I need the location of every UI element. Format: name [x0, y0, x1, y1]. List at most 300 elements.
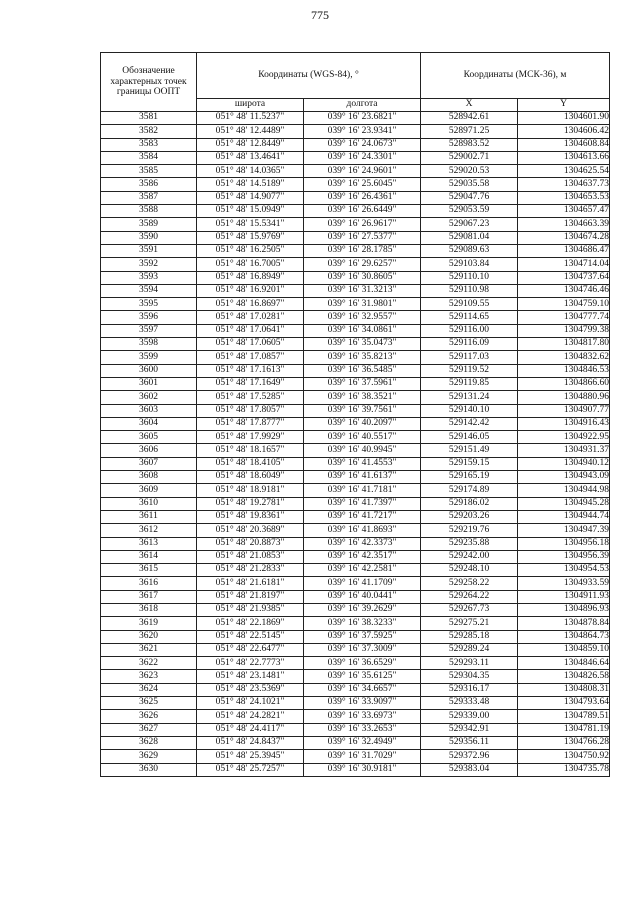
table-row	[101, 391, 610, 404]
table-row	[101, 404, 610, 417]
x-cell: 529067.23	[421, 218, 518, 231]
longitude-cell: 039° 16' 41.6137"	[304, 471, 421, 484]
longitude-cell: 039° 16' 38.3521"	[304, 391, 421, 404]
y-cell: 1304793.64	[518, 697, 610, 710]
point-id-cell: 3605	[101, 431, 197, 444]
latitude-cell: 051° 48' 11.5237"	[197, 112, 304, 125]
longitude-cell: 039° 16' 42.2581"	[304, 564, 421, 577]
point-id-cell: 3612	[101, 524, 197, 537]
coordinates-table	[100, 52, 610, 777]
point-id-cell: 3599	[101, 351, 197, 364]
x-cell: 529293.11	[421, 657, 518, 670]
header-msk36: Координаты (МСК-36), м	[421, 53, 610, 99]
y-cell: 1304911.93	[518, 590, 610, 603]
longitude-cell: 039° 16' 41.7217"	[304, 510, 421, 523]
longitude-cell: 039° 16' 30.8605"	[304, 271, 421, 284]
latitude-cell: 051° 48' 20.3689"	[197, 524, 304, 537]
point-id-cell: 3596	[101, 311, 197, 324]
latitude-cell: 051° 48' 20.8873"	[197, 537, 304, 550]
latitude-cell: 051° 48' 17.0605"	[197, 338, 304, 351]
latitude-cell: 051° 48' 17.8777"	[197, 417, 304, 430]
latitude-cell: 051° 48' 17.9929"	[197, 431, 304, 444]
longitude-cell: 039° 16' 34.0861"	[304, 324, 421, 337]
point-id-cell: 3602	[101, 391, 197, 404]
longitude-cell: 039° 16' 38.3233"	[304, 617, 421, 630]
point-id-cell: 3590	[101, 231, 197, 244]
longitude-cell: 039° 16' 33.6973"	[304, 710, 421, 723]
longitude-cell: 039° 16' 32.4949"	[304, 736, 421, 749]
x-cell: 529304.35	[421, 670, 518, 683]
table-row	[101, 630, 610, 643]
point-id-cell: 3621	[101, 643, 197, 656]
longitude-cell: 039° 16' 24.9601"	[304, 165, 421, 178]
y-cell: 1304789.51	[518, 710, 610, 723]
latitude-cell: 051° 48' 25.3945"	[197, 750, 304, 763]
y-cell: 1304864.73	[518, 630, 610, 643]
y-cell: 1304944.98	[518, 484, 610, 497]
table-row	[101, 311, 610, 324]
longitude-cell: 039° 16' 36.6529"	[304, 657, 421, 670]
point-id-cell: 3613	[101, 537, 197, 550]
point-id-cell: 3587	[101, 191, 197, 204]
x-cell: 529035.58	[421, 178, 518, 191]
table-row	[101, 510, 610, 523]
table-row	[101, 617, 610, 630]
latitude-cell: 051° 48' 14.5189"	[197, 178, 304, 191]
latitude-cell: 051° 48' 17.0641"	[197, 324, 304, 337]
longitude-cell: 039° 16' 40.0441"	[304, 590, 421, 603]
y-cell: 1304878.84	[518, 617, 610, 630]
table-row	[101, 112, 610, 125]
point-id-cell: 3588	[101, 205, 197, 218]
point-id-cell: 3629	[101, 750, 197, 763]
table-row	[101, 205, 610, 218]
y-cell: 1304750.92	[518, 750, 610, 763]
x-cell: 529151.49	[421, 444, 518, 457]
latitude-cell: 051° 48' 21.9385"	[197, 603, 304, 616]
table-row	[101, 657, 610, 670]
point-id-cell: 3589	[101, 218, 197, 231]
y-cell: 1304880.96	[518, 391, 610, 404]
latitude-cell: 051° 48' 25.7257"	[197, 763, 304, 776]
x-cell: 529110.98	[421, 284, 518, 297]
x-cell: 529002.71	[421, 151, 518, 164]
table-row	[101, 524, 610, 537]
longitude-cell: 039° 16' 24.0673"	[304, 138, 421, 151]
table-row	[101, 284, 610, 297]
table-row	[101, 417, 610, 430]
latitude-cell: 051° 48' 16.9201"	[197, 284, 304, 297]
longitude-cell: 039° 16' 23.6821"	[304, 112, 421, 125]
y-cell: 1304954.53	[518, 564, 610, 577]
latitude-cell: 051° 48' 15.0949"	[197, 205, 304, 218]
table-row	[101, 138, 610, 151]
x-cell: 529089.63	[421, 244, 518, 257]
header-latitude: широта	[197, 99, 304, 112]
latitude-cell: 051° 48' 14.9077"	[197, 191, 304, 204]
y-cell: 1304657.47	[518, 205, 610, 218]
latitude-cell: 051° 48' 17.0281"	[197, 311, 304, 324]
y-cell: 1304808.31	[518, 683, 610, 696]
table-row	[101, 271, 610, 284]
longitude-cell: 039° 16' 24.3301"	[304, 151, 421, 164]
table-row	[101, 125, 610, 138]
x-cell: 529159.15	[421, 457, 518, 470]
latitude-cell: 051° 48' 12.8449"	[197, 138, 304, 151]
y-cell: 1304606.42	[518, 125, 610, 138]
point-id-cell: 3600	[101, 364, 197, 377]
latitude-cell: 051° 48' 21.2833"	[197, 564, 304, 577]
x-cell: 529339.00	[421, 710, 518, 723]
longitude-cell: 039° 16' 37.5961"	[304, 377, 421, 390]
table-row	[101, 351, 610, 364]
x-cell: 528971.25	[421, 125, 518, 138]
table-row	[101, 298, 610, 311]
latitude-cell: 051° 48' 24.4117"	[197, 723, 304, 736]
point-id-cell: 3609	[101, 484, 197, 497]
table-row	[101, 218, 610, 231]
table-row	[101, 550, 610, 563]
table-row	[101, 590, 610, 603]
x-cell: 528942.61	[421, 112, 518, 125]
latitude-cell: 051° 48' 24.2821"	[197, 710, 304, 723]
table-row	[101, 697, 610, 710]
longitude-cell: 039° 16' 34.6657"	[304, 683, 421, 696]
point-id-cell: 3620	[101, 630, 197, 643]
longitude-cell: 039° 16' 25.6045"	[304, 178, 421, 191]
longitude-cell: 039° 16' 27.5377"	[304, 231, 421, 244]
x-cell: 529248.10	[421, 564, 518, 577]
x-cell: 529372.96	[421, 750, 518, 763]
longitude-cell: 039° 16' 40.9945"	[304, 444, 421, 457]
table-row	[101, 324, 610, 337]
table-row	[101, 338, 610, 351]
latitude-cell: 051° 48' 16.7005"	[197, 258, 304, 271]
latitude-cell: 051° 48' 15.9769"	[197, 231, 304, 244]
point-id-cell: 3617	[101, 590, 197, 603]
point-id-cell: 3584	[101, 151, 197, 164]
table-row	[101, 431, 610, 444]
y-cell: 1304746.46	[518, 284, 610, 297]
table-row	[101, 151, 610, 164]
y-cell: 1304933.59	[518, 577, 610, 590]
x-cell: 529116.09	[421, 338, 518, 351]
point-id-cell: 3624	[101, 683, 197, 696]
latitude-cell: 051° 48' 21.0853"	[197, 550, 304, 563]
longitude-cell: 039° 16' 30.9181"	[304, 763, 421, 776]
latitude-cell: 051° 48' 16.8697"	[197, 298, 304, 311]
latitude-cell: 051° 48' 14.0365"	[197, 165, 304, 178]
y-cell: 1304613.66	[518, 151, 610, 164]
table-row	[101, 377, 610, 390]
table-row	[101, 484, 610, 497]
x-cell: 529114.65	[421, 311, 518, 324]
y-cell: 1304625.54	[518, 165, 610, 178]
latitude-cell: 051° 48' 16.8949"	[197, 271, 304, 284]
y-cell: 1304916.43	[518, 417, 610, 430]
longitude-cell: 039° 16' 41.4553"	[304, 457, 421, 470]
x-cell: 529053.59	[421, 205, 518, 218]
table-row	[101, 444, 610, 457]
header-wgs84: Координаты (WGS-84), °	[197, 53, 421, 99]
y-cell: 1304663.39	[518, 218, 610, 231]
table-row	[101, 564, 610, 577]
latitude-cell: 051° 48' 24.1021"	[197, 697, 304, 710]
x-cell: 529140.10	[421, 404, 518, 417]
point-id-cell: 3595	[101, 298, 197, 311]
longitude-cell: 039° 16' 39.7561"	[304, 404, 421, 417]
point-id-cell: 3591	[101, 244, 197, 257]
point-id-cell: 3606	[101, 444, 197, 457]
y-cell: 1304832.62	[518, 351, 610, 364]
y-cell: 1304866.60	[518, 377, 610, 390]
longitude-cell: 039° 16' 31.7029"	[304, 750, 421, 763]
x-cell: 529289.24	[421, 643, 518, 656]
longitude-cell: 039° 16' 26.4361"	[304, 191, 421, 204]
x-cell: 529119.85	[421, 377, 518, 390]
header-point: Обозначение характерных точек границы ООПТ	[101, 53, 197, 112]
table-row	[101, 723, 610, 736]
y-cell: 1304601.90	[518, 112, 610, 125]
table-row	[101, 603, 610, 616]
table-row	[101, 244, 610, 257]
y-cell: 1304922.95	[518, 431, 610, 444]
point-id-cell: 3622	[101, 657, 197, 670]
latitude-cell: 051° 48' 18.4105"	[197, 457, 304, 470]
point-id-cell: 3627	[101, 723, 197, 736]
latitude-cell: 051° 48' 24.8437"	[197, 736, 304, 749]
latitude-cell: 051° 48' 17.1613"	[197, 364, 304, 377]
point-id-cell: 3628	[101, 736, 197, 749]
table-row	[101, 683, 610, 696]
longitude-cell: 039° 16' 36.5485"	[304, 364, 421, 377]
latitude-cell: 051° 48' 22.5145"	[197, 630, 304, 643]
longitude-cell: 039° 16' 41.8693"	[304, 524, 421, 537]
y-cell: 1304714.04	[518, 258, 610, 271]
x-cell: 529119.52	[421, 364, 518, 377]
y-cell: 1304781.19	[518, 723, 610, 736]
y-cell: 1304653.53	[518, 191, 610, 204]
point-id-cell: 3615	[101, 564, 197, 577]
table-body	[101, 112, 610, 777]
point-id-cell: 3607	[101, 457, 197, 470]
point-id-cell: 3583	[101, 138, 197, 151]
y-cell: 1304608.84	[518, 138, 610, 151]
x-cell: 529242.00	[421, 550, 518, 563]
y-cell: 1304940.12	[518, 457, 610, 470]
table-row	[101, 710, 610, 723]
longitude-cell: 039° 16' 26.9617"	[304, 218, 421, 231]
longitude-cell: 039° 16' 40.2097"	[304, 417, 421, 430]
point-id-cell: 3601	[101, 377, 197, 390]
x-cell: 529219.76	[421, 524, 518, 537]
point-id-cell: 3614	[101, 550, 197, 563]
latitude-cell: 051° 48' 17.8057"	[197, 404, 304, 417]
table-row	[101, 258, 610, 271]
x-cell: 529186.02	[421, 497, 518, 510]
x-cell: 529047.76	[421, 191, 518, 204]
latitude-cell: 051° 48' 16.2505"	[197, 244, 304, 257]
header-y: Y	[518, 99, 610, 112]
x-cell: 529285.18	[421, 630, 518, 643]
y-cell: 1304777.74	[518, 311, 610, 324]
point-id-cell: 3582	[101, 125, 197, 138]
longitude-cell: 039° 16' 26.6449"	[304, 205, 421, 218]
point-id-cell: 3598	[101, 338, 197, 351]
latitude-cell: 051° 48' 18.9181"	[197, 484, 304, 497]
y-cell: 1304896.93	[518, 603, 610, 616]
latitude-cell: 051° 48' 19.2781"	[197, 497, 304, 510]
latitude-cell: 051° 48' 18.6049"	[197, 471, 304, 484]
longitude-cell: 039° 16' 29.6257"	[304, 258, 421, 271]
latitude-cell: 051° 48' 15.5341"	[197, 218, 304, 231]
longitude-cell: 039° 16' 35.0473"	[304, 338, 421, 351]
x-cell: 529020.53	[421, 165, 518, 178]
x-cell: 529267.73	[421, 603, 518, 616]
table-row	[101, 736, 610, 749]
x-cell: 529356.11	[421, 736, 518, 749]
point-id-cell: 3597	[101, 324, 197, 337]
table-row	[101, 763, 610, 776]
x-cell: 528983.52	[421, 138, 518, 151]
table-row	[101, 191, 610, 204]
latitude-cell: 051° 48' 18.1657"	[197, 444, 304, 457]
x-cell: 529203.26	[421, 510, 518, 523]
table-row	[101, 537, 610, 550]
y-cell: 1304817.80	[518, 338, 610, 351]
x-cell: 529081.04	[421, 231, 518, 244]
y-cell: 1304945.28	[518, 497, 610, 510]
x-cell: 529131.24	[421, 391, 518, 404]
table-row	[101, 165, 610, 178]
latitude-cell: 051° 48' 13.4641"	[197, 151, 304, 164]
y-cell: 1304766.28	[518, 736, 610, 749]
x-cell: 529146.05	[421, 431, 518, 444]
point-id-cell: 3585	[101, 165, 197, 178]
y-cell: 1304737.64	[518, 271, 610, 284]
y-cell: 1304759.10	[518, 298, 610, 311]
y-cell: 1304674.28	[518, 231, 610, 244]
latitude-cell: 051° 48' 22.6477"	[197, 643, 304, 656]
x-cell: 529109.55	[421, 298, 518, 311]
x-cell: 529117.03	[421, 351, 518, 364]
latitude-cell: 051° 48' 19.8361"	[197, 510, 304, 523]
x-cell: 529116.00	[421, 324, 518, 337]
latitude-cell: 051° 48' 17.0857"	[197, 351, 304, 364]
y-cell: 1304956.39	[518, 550, 610, 563]
y-cell: 1304846.64	[518, 657, 610, 670]
longitude-cell: 039° 16' 28.1785"	[304, 244, 421, 257]
x-cell: 529103.84	[421, 258, 518, 271]
y-cell: 1304944.74	[518, 510, 610, 523]
page-number: 775	[311, 8, 329, 22]
latitude-cell: 051° 48' 22.1869"	[197, 617, 304, 630]
y-cell: 1304931.37	[518, 444, 610, 457]
latitude-cell: 051° 48' 22.7773"	[197, 657, 304, 670]
table-row	[101, 670, 610, 683]
point-id-cell: 3581	[101, 112, 197, 125]
y-cell: 1304907.77	[518, 404, 610, 417]
longitude-cell: 039° 16' 41.7181"	[304, 484, 421, 497]
longitude-cell: 039° 16' 41.1709"	[304, 577, 421, 590]
longitude-cell: 039° 16' 41.7397"	[304, 497, 421, 510]
latitude-cell: 051° 48' 21.8197"	[197, 590, 304, 603]
y-cell: 1304846.53	[518, 364, 610, 377]
point-id-cell: 3626	[101, 710, 197, 723]
longitude-cell: 039° 16' 23.9341"	[304, 125, 421, 138]
latitude-cell: 051° 48' 17.5285"	[197, 391, 304, 404]
table-row	[101, 178, 610, 191]
table-row	[101, 457, 610, 470]
x-cell: 529264.22	[421, 590, 518, 603]
x-cell: 529383.04	[421, 763, 518, 776]
y-cell: 1304735.78	[518, 763, 610, 776]
latitude-cell: 051° 48' 23.1481"	[197, 670, 304, 683]
longitude-cell: 039° 16' 35.8213"	[304, 351, 421, 364]
x-cell: 529165.19	[421, 471, 518, 484]
point-id-cell: 3616	[101, 577, 197, 590]
y-cell: 1304943.09	[518, 471, 610, 484]
longitude-cell: 039° 16' 31.3213"	[304, 284, 421, 297]
table-row	[101, 643, 610, 656]
y-cell: 1304826.58	[518, 670, 610, 683]
y-cell: 1304956.18	[518, 537, 610, 550]
y-cell: 1304686.47	[518, 244, 610, 257]
y-cell: 1304947.39	[518, 524, 610, 537]
table-row	[101, 471, 610, 484]
point-id-cell: 3594	[101, 284, 197, 297]
point-id-cell: 3611	[101, 510, 197, 523]
latitude-cell: 051° 48' 23.5369"	[197, 683, 304, 696]
x-cell: 529142.42	[421, 417, 518, 430]
table-row	[101, 364, 610, 377]
point-id-cell: 3592	[101, 258, 197, 271]
point-id-cell: 3625	[101, 697, 197, 710]
x-cell: 529174.89	[421, 484, 518, 497]
point-id-cell: 3630	[101, 763, 197, 776]
table-row	[101, 231, 610, 244]
longitude-cell: 039° 16' 37.5925"	[304, 630, 421, 643]
longitude-cell: 039° 16' 37.3009"	[304, 643, 421, 656]
point-id-cell: 3608	[101, 471, 197, 484]
x-cell: 529316.17	[421, 683, 518, 696]
longitude-cell: 039° 16' 33.2653"	[304, 723, 421, 736]
longitude-cell: 039° 16' 42.3373"	[304, 537, 421, 550]
x-cell: 529235.88	[421, 537, 518, 550]
longitude-cell: 039° 16' 31.9801"	[304, 298, 421, 311]
y-cell: 1304799.38	[518, 324, 610, 337]
latitude-cell: 051° 48' 21.6181"	[197, 577, 304, 590]
x-cell: 529333.48	[421, 697, 518, 710]
point-id-cell: 3604	[101, 417, 197, 430]
point-id-cell: 3593	[101, 271, 197, 284]
latitude-cell: 051° 48' 17.1649"	[197, 377, 304, 390]
point-id-cell: 3610	[101, 497, 197, 510]
table-row	[101, 497, 610, 510]
x-cell: 529275.21	[421, 617, 518, 630]
point-id-cell: 3618	[101, 603, 197, 616]
y-cell: 1304637.73	[518, 178, 610, 191]
point-id-cell: 3619	[101, 617, 197, 630]
longitude-cell: 039° 16' 39.2629"	[304, 603, 421, 616]
y-cell: 1304859.10	[518, 643, 610, 656]
point-id-cell: 3623	[101, 670, 197, 683]
latitude-cell: 051° 48' 12.4489"	[197, 125, 304, 138]
x-cell: 529110.10	[421, 271, 518, 284]
longitude-cell: 039° 16' 35.6125"	[304, 670, 421, 683]
x-cell: 529258.22	[421, 577, 518, 590]
longitude-cell: 039° 16' 40.5517"	[304, 431, 421, 444]
